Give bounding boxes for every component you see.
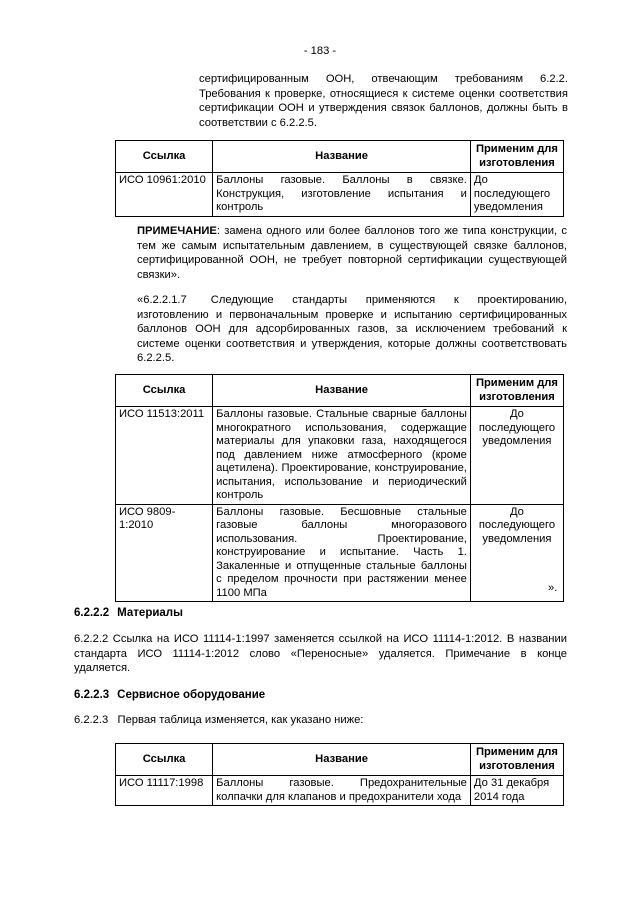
header-title: Название: [213, 744, 471, 776]
table-row: [116, 504, 564, 602]
cell-applicable: До последующего уведомления: [470, 173, 563, 217]
cell-applicable: До последующего уведомления: [470, 504, 563, 602]
table-header-row: [116, 375, 564, 407]
cell-title: Баллоны газовые. Баллоны в связке. Конструкция, изготовление испытания и контроль: [213, 173, 471, 217]
cell-applicable: До 31 декабря 2014 года: [470, 776, 563, 806]
header-ref: Ссылка: [116, 744, 213, 776]
clause-6-2-2-1-7: [137, 293, 567, 366]
table-row: [116, 407, 564, 505]
standards-table-2: [115, 374, 564, 602]
header-title: Название: [213, 375, 471, 407]
closing-quote-mark: ».: [548, 582, 558, 594]
note-label: ПРИМЕЧАНИЕ: [137, 225, 217, 237]
table-header-row: [116, 744, 564, 776]
standards-table-1: [115, 140, 564, 217]
cell-title: Баллоны газовые. Стальные сварные баллоны многократного использования, содержащие материалы для упаковки газа, находящегося под давлением ниже атмосферного (кроме ацетилена). Проектирование, конструирование, испытания, использование и периодический контроль: [213, 407, 471, 505]
heading-6-2-2-3: [74, 688, 265, 703]
note-text: : замена одного или более баллонов того же типа конструкции, с тем же самым испытательным давлением, в существующей связке баллонов, сертифицированной ООН, не требует повторной сертификации существующей связки».: [137, 225, 567, 281]
table-row: [116, 776, 564, 806]
note-paragraph: [137, 224, 567, 282]
clause-number: «6.2.2.1.7: [137, 294, 187, 306]
table-row: [116, 173, 564, 217]
heading-number: 6.2.2.3: [74, 689, 110, 701]
standards-table-3: [115, 743, 564, 806]
header-applicable: Применим для изготовления: [470, 141, 563, 173]
cell-ref: ИСО 11117:1998: [116, 776, 213, 806]
cell-title: Баллоны газовые. Предохранительные колпачки для клапанов и предохранители хода: [213, 776, 471, 806]
table-header-row: [116, 141, 564, 173]
heading-title: Материалы: [117, 607, 183, 619]
intro-paragraph: сертифицированным ООН, отвечающим требованиям 6.2.2. Требования к проверке, относящиеся к системе оценки соответствия сертификации ООН и утверждения связок баллонов, должны быть в соответствии с 6.2.2.5.: [199, 73, 568, 129]
heading-6-2-2-2: [74, 606, 183, 621]
header-applicable: Применим для изготовления: [470, 744, 563, 776]
cell-title: Баллоны газовые. Бесшовные стальные газовые баллоны многоразового использования. Проектирование, конструирование и испытание. Часть 1. Закаленные и отпущенные стальные баллоны с пределом прочности при растяжении менее 1100 МПа: [213, 504, 471, 602]
cell-ref: ИСО 9809-1:2010: [116, 504, 213, 602]
heading-title: Сервисное оборудование: [117, 689, 266, 701]
header-applicable: Применим для изготовления: [470, 375, 563, 407]
clause-text: Следующие стандарты применяются к проектированию, изготовлению и первоначальным проверке и испытанию сертифицированных баллонов ООН для адсорбированных газов, за исключением требований к системе оценки соответствия и утверждения, которые должны соответствовать 6.2.2.5.: [137, 294, 567, 365]
heading-number: 6.2.2.2: [74, 607, 110, 619]
page-number: - 183 -: [303, 45, 337, 57]
cell-ref: ИСО 10961:2010: [116, 173, 213, 217]
header-ref: Ссылка: [116, 375, 213, 407]
header-ref: Ссылка: [116, 141, 213, 173]
paragraph-6-2-2-2: 6.2.2.2 Ссылка на ИСО 11114-1:1997 заменяется ссылкой на ИСО 11114-1:2012. В названии стандарта ИСО 11114-1:2012 слово «Переносные» удаляется. Примечание в конце удаляется.: [74, 633, 567, 675]
header-title: Название: [213, 141, 471, 173]
cell-ref: ИСО 11513:2011: [116, 407, 213, 505]
cell-applicable: До последующего уведомления: [470, 407, 563, 505]
paragraph-6-2-2-3: 6.2.2.3 Первая таблица изменяется, как указано ниже:: [74, 714, 364, 726]
